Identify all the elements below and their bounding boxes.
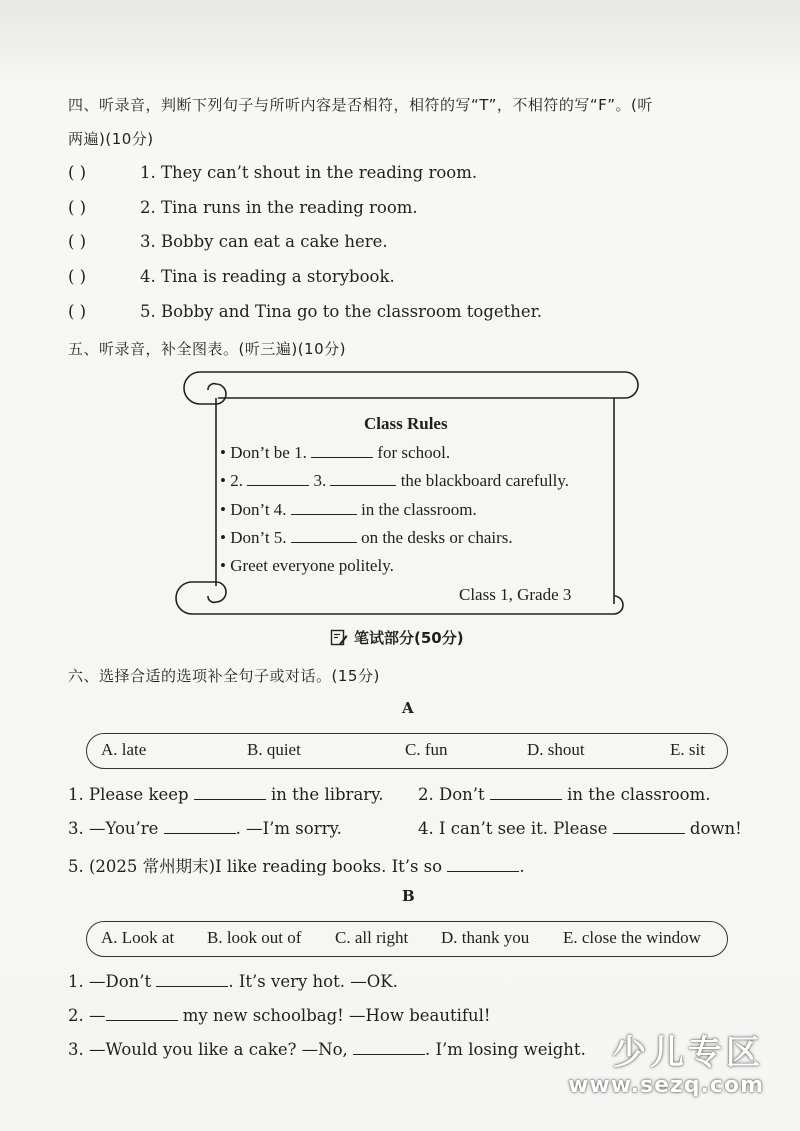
answer-paren[interactable]: ( ) [68,267,87,286]
question-text: in the classroom. [561,785,711,804]
option-e: E. close the window [563,928,701,947]
rule-3 [220,500,477,520]
question-a2 [418,785,711,804]
question-a4 [418,819,742,838]
fill-blank[interactable] [330,471,396,486]
question-text: 4. I can’t see it. Please [418,819,613,838]
watermark-title: 少儿专区 [612,1033,764,1073]
watermark [568,1033,764,1098]
question-text: 5. (2025 常州期末)I like reading books. It’s so [68,857,448,876]
written-part-header [330,627,464,648]
rule-text: for school. [373,443,451,462]
question-a3 [68,819,342,838]
list-item [68,232,388,251]
fill-blank[interactable] [247,471,309,486]
option-e: E. sit [670,740,705,759]
rule-4 [220,528,513,548]
fill-blank[interactable] [156,972,228,987]
question-text: . I’m losing weight. [425,1040,586,1059]
fill-blank[interactable] [447,857,519,872]
item-text: 3. Bobby can eat a cake here. [140,232,388,251]
answer-paren[interactable]: ( ) [68,302,87,321]
rule-text: • 2. [220,471,248,490]
answer-paren[interactable]: ( ) [68,232,87,251]
answer-paren[interactable]: ( ) [68,163,87,182]
option-b: B. quiet [247,740,301,759]
question-b2 [68,1006,491,1025]
question-text: 3. —Would you like a cake? —No, [68,1040,354,1059]
fill-blank[interactable] [291,528,357,543]
question-a5 [68,853,525,877]
rule-2 [220,471,569,491]
part-b-options-box [86,921,728,957]
written-part-label: 笔试部分(50分) [354,629,464,647]
question-text: 2. — [68,1006,106,1025]
list-item [68,302,542,321]
scroll-signature: Class 1, Grade 3 [459,585,572,604]
fill-blank[interactable] [490,785,562,800]
question-text: down! [684,819,742,838]
list-item [68,198,418,217]
rule-text: on the desks or chairs. [356,528,513,547]
part-a-label: A [402,699,414,717]
list-item [68,163,477,182]
section5-instruction: 五、听录音，补全图表。(听三遍)(10分) [68,340,346,358]
fill-blank[interactable] [106,1006,178,1021]
fill-blank[interactable] [194,785,266,800]
option-a: A. Look at [101,928,175,947]
option-b: B. look out of [207,928,302,947]
question-b1 [68,972,398,991]
rule-text: 3. [309,471,331,490]
watermark-url: www.sezq.com [568,1073,764,1098]
question-text: . [519,857,525,876]
rule-text: • Don’t 4. [220,500,291,519]
rule-5 [220,556,394,576]
section4-instruction-line2: 两遍)(10分) [68,130,154,148]
question-text: 1. Please keep [68,785,194,804]
fill-blank[interactable] [613,819,685,834]
item-text: 4. Tina is reading a storybook. [140,267,395,286]
fill-blank[interactable] [353,1040,425,1055]
part-a-options-box [86,733,728,769]
pencil-note-icon [330,629,348,647]
option-c: C. fun [405,740,448,759]
top-shade [0,0,800,80]
option-d: D. thank you [441,928,530,947]
fill-blank[interactable] [311,443,373,458]
fill-blank[interactable] [291,500,357,515]
question-text: 1. —Don’t [68,972,157,991]
question-text: in the library. [265,785,384,804]
item-text: 2. Tina runs in the reading room. [140,198,418,217]
option-a: A. late [101,740,147,759]
answer-paren[interactable]: ( ) [68,198,87,217]
fill-blank[interactable] [164,819,236,834]
option-d: D. shout [527,740,585,759]
option-c: C. all right [335,928,409,947]
section6-instruction: 六、选择合适的选项补全句子或对话。(15分) [68,667,380,685]
scroll-frame [170,368,640,620]
question-a1 [68,785,384,804]
rule-text: the blackboard carefully. [396,471,570,490]
question-text: 2. Don’t [418,785,490,804]
rule-1 [220,443,450,463]
item-text: 1. They can’t shout in the reading room. [140,163,478,182]
question-text: my new schoolbag! —How beautiful! [177,1006,491,1025]
question-text: . —I’m sorry. [235,819,342,838]
scroll-title: Class Rules [364,414,448,433]
question-b3 [68,1040,586,1059]
list-item [68,267,395,286]
rule-text: • Greet everyone politely. [220,556,394,575]
rule-text: in the classroom. [356,500,477,519]
question-text: 3. —You’re [68,819,164,838]
section4-instruction-line1: 四、听录音，判断下列句子与所听内容是否相符，相符的写“T”，不相符的写“F”。(听 [68,96,653,114]
item-text: 5. Bobby and Tina go to the classroom together. [140,302,542,321]
question-text: . It’s very hot. —OK. [228,972,398,991]
part-b-label: B [402,887,415,905]
rule-text: • Don’t be 1. [220,443,312,462]
rule-text: • Don’t 5. [220,528,291,547]
